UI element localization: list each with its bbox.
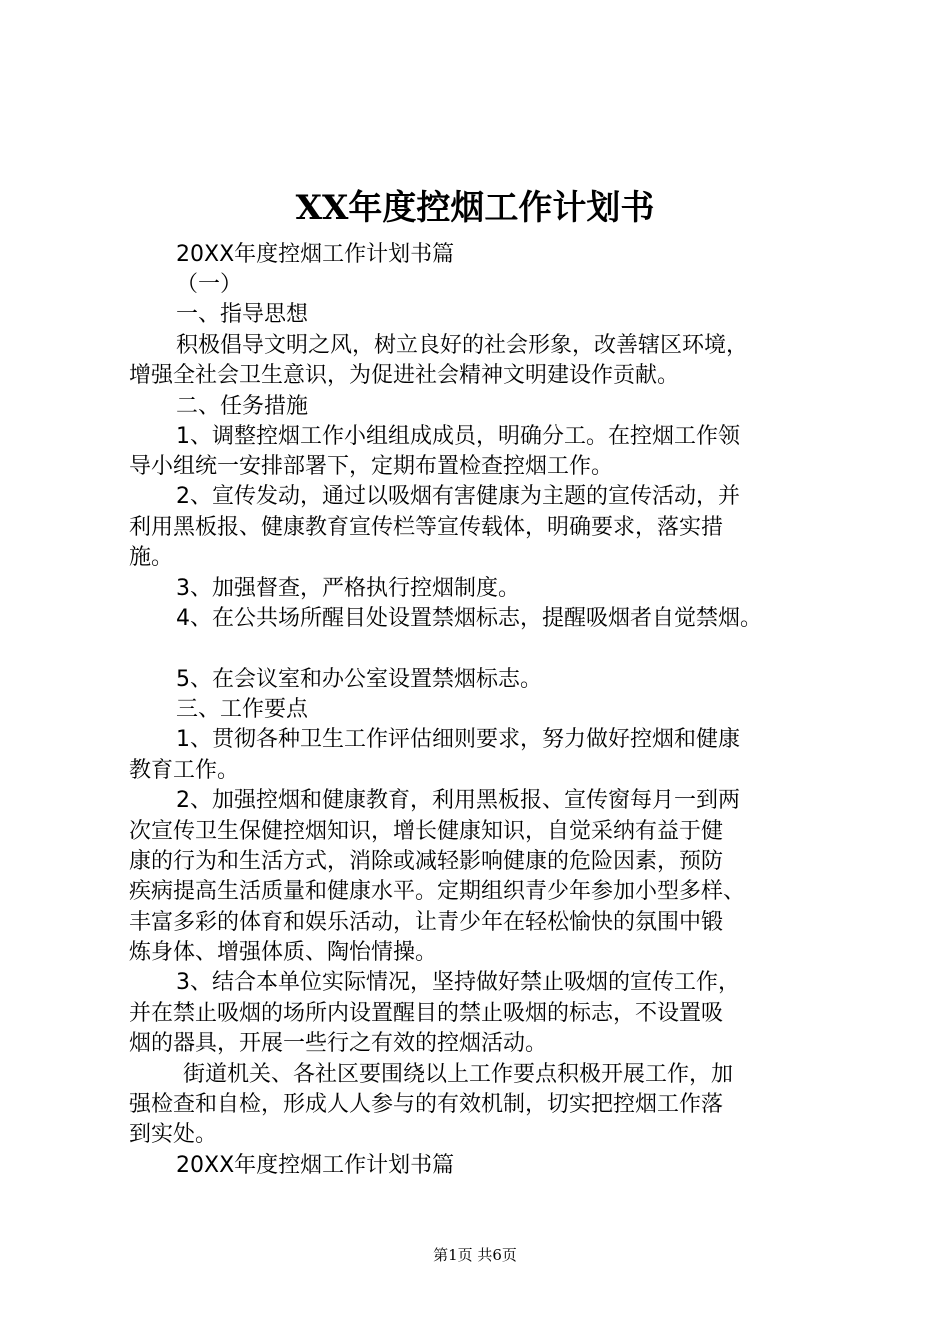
heading-guiding-ideology: 一、指导思想: [176, 302, 309, 327]
paragraph-line: 5、在会议室和办公室设置禁烟标志。: [176, 667, 542, 692]
paragraph-line: 2、加强控烟和健康教育，利用黑板报、宣传窗每月一到两: [176, 788, 740, 813]
paragraph-line: 烟的器具，开展一些行之有效的控烟活动。: [129, 1031, 548, 1056]
paragraph-line: 4、在公共场所醒目处设置禁烟标志，提醒吸烟者自觉禁烟。: [176, 606, 762, 631]
paragraph-line: 导小组统一安排部署下，定期布置检查控烟工作。: [129, 454, 614, 479]
paragraph-line: 丰富多彩的体育和娱乐活动，让青少年在轻松愉快的氛围中锻: [129, 910, 724, 935]
page-number-footer: 第1页 共6页: [433, 1246, 517, 1264]
paragraph-line: 强检查和自检，形成人人参与的有效机制，切实把控烟工作落: [129, 1092, 724, 1117]
paragraph-line: 增强全社会卫生意识，为促进社会精神文明建设作贡献。: [129, 363, 680, 388]
paragraph-line: 积极倡导文明之风，树立良好的社会形象，改善辖区环境，: [176, 333, 749, 358]
paragraph-line: 3、结合本单位实际情况，坚持做好禁止吸烟的宣传工作，: [176, 970, 740, 995]
document-title: XX年度控烟工作计划书: [295, 188, 655, 228]
paragraph-line: 疾病提高生活质量和健康水平。定期组织青少年参加小型多样、: [129, 879, 746, 904]
paragraph-line: 次宣传卫生保健控烟知识，增长健康知识，自觉采纳有益于健: [129, 819, 724, 844]
paragraph-line: 教育工作。: [129, 758, 240, 783]
paragraph-line: 3、加强督查，严格执行控烟制度。: [176, 576, 520, 601]
paragraph-line: 康的行为和生活方式，消除或减轻影响健康的危险因素，预防: [129, 849, 724, 874]
heading-work-points: 三、工作要点: [176, 697, 309, 722]
paragraph-line: 炼身体、增强体质、陶怡情操。: [129, 940, 438, 965]
section-heading: 20XX年度控烟工作计划书篇: [176, 242, 455, 267]
paragraph-line: 1、调整控烟工作小组组成成员，明确分工。在控烟工作领: [176, 424, 740, 449]
paragraph-line: 2、宣传发动，通过以吸烟有害健康为主题的宣传活动，并: [176, 484, 740, 509]
paragraph-line: 街道机关、各社区要围绕以上工作要点积极开展工作，加: [183, 1062, 734, 1087]
paragraph-line: 1、贯彻各种卫生工作评估细则要求，努力做好控烟和健康: [176, 727, 740, 752]
section-heading: 20XX年度控烟工作计划书篇: [176, 1153, 455, 1178]
section-number: （一）: [176, 272, 243, 297]
paragraph-line: 到实处。: [129, 1122, 218, 1147]
heading-task-measures: 二、任务措施: [176, 394, 309, 419]
paragraph-line: 并在禁止吸烟的场所内设置醒目的禁止吸烟的标志，不设置吸: [129, 1001, 724, 1026]
paragraph-line: 利用黑板报、健康教育宣传栏等宣传载体，明确要求，落实措: [129, 515, 724, 540]
paragraph-line: 施。: [129, 545, 174, 570]
